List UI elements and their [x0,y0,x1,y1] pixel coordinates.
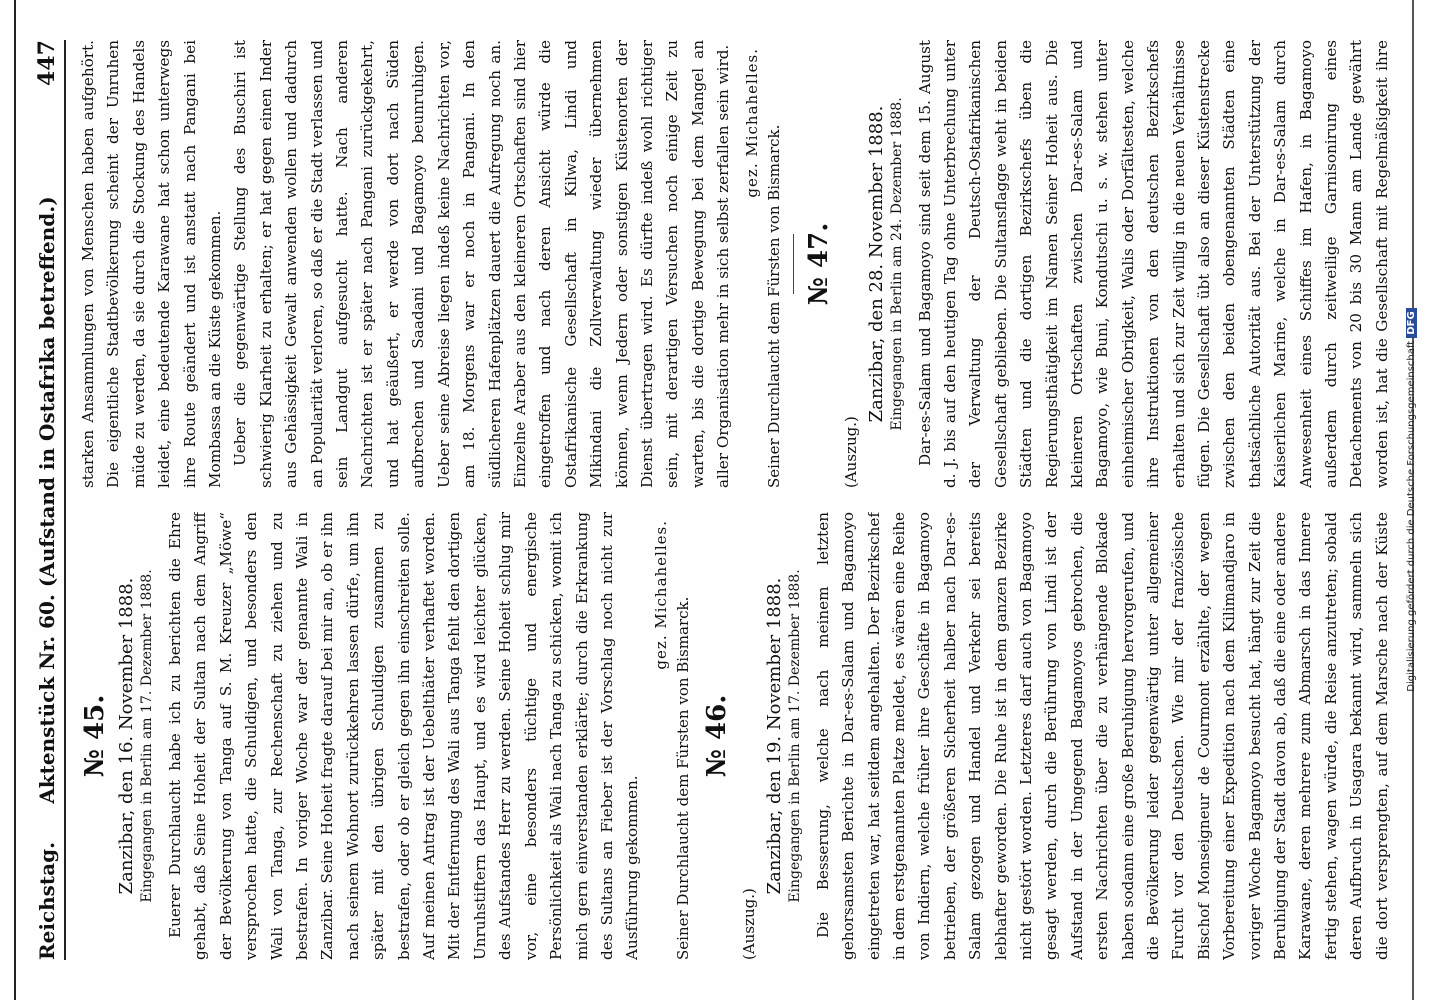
column-right [76,40,1396,488]
address-45: Seiner Durchlaucht dem Fürsten von Bismarck. [673,596,692,960]
received-note-45: Eingegangen in Berlin am 17. Dezember 1888. [139,569,155,903]
received-note-46: Eingegangen in Berlin am 17. Dezember 1888. [786,569,803,903]
body-paragraph-46a: Die Besserung, welche nach meinem letzten gehorsamsten Berichte in Dar-es-Salam und Bagamoyo eingetreten war, hat seitdem angehalten. Der Bezirkschef in dem erstgenannten Platze meldet, es wären eine Reihe von Indiern, welche früher ihre Geschäfte in Bagamoyo betrieben, der größeren Sicherheit halber nach Dar-es-Salam gezogen und Handel und Verkehr sei bereits lebhafter geworden. Die Ruhe ist in dem ganzen Bezirke nicht gestört worden. Letzteres darf auch von Bagamoyo gesagt werden, durch die Berührung von Lindi ist der Aufstand in der Umgegend Bagamoyos gebrochen, die ersten Nachrichten über die zu verhängende Blokade haben sodann eine große Beruhigung hervorgerufen, und die Bevölkerung leider gegenwärtig unter allgemeiner Furcht vor den Deutschen. Wie mir der französische Bischof Monseigneur de Courmont erzählte, der wegen Vorbereitung einer Expedition nach dem Kilimandjaro in voriger Woche Bagamoyo besucht hat, hängt zur Zeit die Beruhigung der Stadt davon ab, daß die eine oder andere Karawane, deren mehrere zum Abmarsch in das Innere fertig stehen, wagen würde, die Reise anzutreten; sobald deren Aufbruch in Usagara bekannt wird, sammeln sich die dort versprengten, auf dem Marsche nach der Küste [813,512,1391,960]
signature-46: gez. Michahelles. [742,48,761,198]
body-paragraph-continued: starken Ansammlungen von Menschen haben aufgehört. Die eigentliche Stadtbevölkerung scheint der Unruhen müde zu werden, da sie durch die Stockung des Handels leidet, eine bedeutende Karawane hat schon unterwegs ihre Route geändert und ist anstatt nach Pangani bei Mombassa an die Küste gekommen. [79,40,225,488]
body-paragraph-47: Dar-es-Salam und Bagamoyo sind seit dem 15. August d. J. bis auf den heutigen Tag ohne Unterbrechung unter der Verwaltung der Deutsch-Ostafrikanischen Gesellschaft geblieben. Die Sultansflagge weht in beiden Städten und die dortigen Bezirkschefs üben die Regierungsthätigkeit im Namen Seiner Hoheit aus. Die kleineren Ortschaften zwischen Dar-es-Salam und Bagamoyo, wie Buni, Kondutschi u. s. w. stehen unter einheimischer Obrigkeit, Walis oder Dorfältesten, welche ihre Instruktionen von den deutschen Bezirkschefs erhalten und sich zur Zeit willig in die neuen Verhältnisse fügen. Die Gesellschaft übt also an dieser Küstenstrecke zwischen den beiden obengenannten Städten eine thatsächliche Autorität aus. Bei der Unterstützung der Kaiserlichen Marine, welche in Dar-es-Salam durch Anwesenheit eines Schiffes im Hafen, in Bagamoyo außerdem durch zeitweilige Garnisonirung eines Detachements von 20 bis 30 Mann am Lande gewährt worden ist, hat die Gesellschaft mit Regelmäßigkeit ihre [915,40,1391,488]
document-number-47: № 47. [803,222,834,306]
body-paragraph-buschiri: Ueber die gegenwärtige Stellung des Buschiri ist schwierig Klarheit zu erhalten; er hat gegen einen Inder aus Gehässigkeit Gewalt anwenden wollen und dadurch an Popularität verloren, so daß er die Stadt verlassen und sein Landgut aufgesucht hatte. Nach anderen Nachrichten ist er später nach Pangani zurückgekehrt, und hat geäußert, er werde von dort nach Süden aufbrechen und Saadani und Bagamoyo beunruhigen. Ueber seine Abreise liegen indeß keine Nachrichten vor, am 18. Morgens war er noch in Pangani. In den südlicheren Hafenplätzen dauert die Aufregung noch an. Einzelne Araber aus den kleineren Ortschaften sind hier eingetroffen und nach deren Ansicht würde die Ostafrikanische Gesellschaft in Kilwa, Lindi und Mikindani die Zollverwaltung wieder übernehmen können, wenn Jedern oder sonstigen Küstenorten der Dienst übertragen wird. Es dürfte indeß wohl richtiger sein, mit derartigen Versuchen noch einige Zeit zu warten, bis die dortige Bewegung bei dem Mangel an aller Organisation mehr in sich selbst zerfallen sein wird. [231,40,733,488]
page-number: 447 [34,40,60,86]
credit-text: Digitalisierung gefördert durch die Deutsche Forschungsgemeinschaft [1406,340,1417,692]
rotated-page-content [16,20,1416,980]
document-number-46: № 46. [701,694,732,778]
address-46: Seiner Durchlaucht dem Fürsten von Bismarck. [764,124,783,488]
signature-45: gez. Michahelles. [651,520,670,670]
text-columns [76,40,1396,960]
place-date-45: Zanzibar, den 16. November 1888. [116,577,137,895]
column-left [76,512,1396,960]
separator-rule [793,234,794,294]
header-left: Reichstag. [35,841,59,960]
place-date-47: Zanzibar, den 28. November 1888. [865,105,887,423]
header-center: Aktenstück Nr. 60. (Aufstand in Ostafrika betreffend.) [35,196,59,804]
body-paragraph-45: Euerer Durchlaucht habe ich zu berichten die Ehre gehabt, daß Seine Hoheit der Sultan nach dem Angriff der Bevölkerung von Tanga auf S. M. Kreuzer „Möwe“ versprochen hatte, die Schuldigen, und besonders den Wali von Tanga, zur Rechenschaft zu ziehen und zu bestrafen. In voriger Woche war der genannte Wali in Zanzibar. Seine Hoheit fragte darauf bei mir an, ob er ihn nach seinem Wohnort zurückkehren lassen dürfe, um ihn später mit den übrigen Schuldigen zusammen zu bestrafen, oder ob er gleich gegen ihn einschreiten solle. Auf meinen Antrag ist der Uebelthäter verhaftet worden. Mit der Entfernung des Wali aus Tanga fehlt den dortigen Unruhstiftern das Haupt, und es wird leichter glücken, des Aufstandes Herr zu werden. Seine Hoheit schlug mir vor, eine besonders tüchtige und energische Persönlichkeit als Wali nach Tanga zu schicken, womit ich mich gern einverstanden erklärte; durch die Erkrankung des Sultans an Fieber ist der Vorschlag noch nicht zur Ausführung gekommen. [166,512,642,960]
document-number-45: № 45. [80,694,110,778]
dfg-logo: DFG [1406,308,1417,337]
place-date-46: Zanzibar, den 19. November 1888. [763,577,785,895]
received-note-47: Eingegangen in Berlin am 24. Dezember 1888. [888,97,905,431]
extract-label-46: (Auszug.) [739,888,758,960]
running-header [30,40,66,960]
extract-label-47: (Auszug.) [841,416,860,488]
